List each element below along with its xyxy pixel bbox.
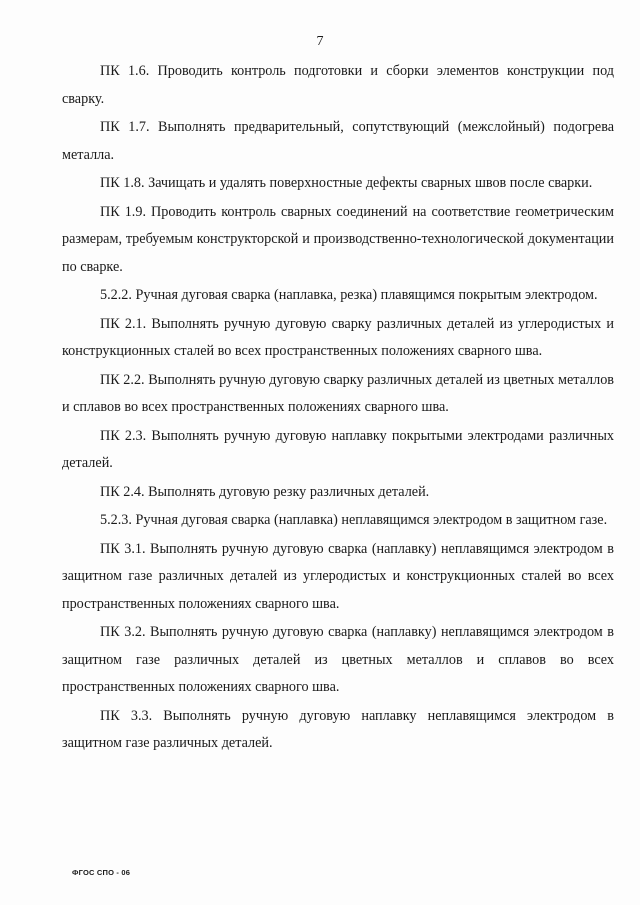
footer-document-code: ФГОС СПО - 06: [72, 868, 131, 877]
section-heading-5-2-3: 5.2.3. Ручная дуговая сварка (наплавка) неплавящимся электродом в защитном газе.: [100, 512, 608, 528]
paragraph-pk-3-3: ПК 3.3. Выполнять ручную дуговую наплавку неплавящимся электродом в защитном газе различных деталей.: [62, 707, 614, 751]
paragraph-pk-3-2: ПК 3.2. Выполнять ручную дуговую сварка (наплавку) неплавящимся электродом в защитном газе различных деталей из цветных металлов и сплавов во всех пространственных положениях сварного шва.: [62, 624, 614, 695]
paragraph-pk-1-8: ПК 1.8. Зачищать и удалять поверхностные дефекты сварных швов после сварки.: [100, 175, 593, 191]
paragraph-pk-2-3: ПК 2.3. Выполнять ручную дуговую наплавку покрытыми электродами различных деталей.: [62, 427, 614, 471]
document-body: [62, 58, 614, 758]
paragraph-pk-1-9: ПК 1.9. Проводить контроль сварных соединений на соответствие геометрическим размерам, требуемым конструкторской и производственно-технологической документации по сварке.: [62, 203, 614, 275]
section-heading-5-2-2: 5.2.2. Ручная дуговая сварка (наплавка, резка) плавящимся покрытым электродом.: [100, 287, 598, 303]
paragraph-pk-2-2: ПК 2.2. Выполнять ручную дуговую сварку различных деталей из цветных металлов и сплавов во всех пространственных положениях сварного шва.: [62, 371, 614, 415]
paragraph-pk-2-4: ПК 2.4. Выполнять дуговую резку различных деталей.: [100, 483, 430, 500]
paragraph-pk-2-1: ПК 2.1. Выполнять ручную дуговую сварку различных деталей из углеродистых и конструкционных сталей во всех пространственных положениях сварного шва.: [62, 315, 614, 359]
paragraph-pk-1-6: ПК 1.6. Проводить контроль подготовки и сборки элементов конструкции под сварку.: [62, 63, 614, 107]
page-number: 7: [316, 34, 324, 49]
paragraph-pk-1-7: ПК 1.7. Выполнять предварительный, сопутствующий (межслойный) подогрева металла.: [62, 119, 614, 163]
paragraph-pk-3-1: ПК 3.1. Выполнять ручную дуговую сварка (наплавку) неплавящимся электродом в защитном газе различных деталей из углеродистых и конструкционных сталей во всех пространственных положениях сварного шва.: [62, 540, 614, 612]
